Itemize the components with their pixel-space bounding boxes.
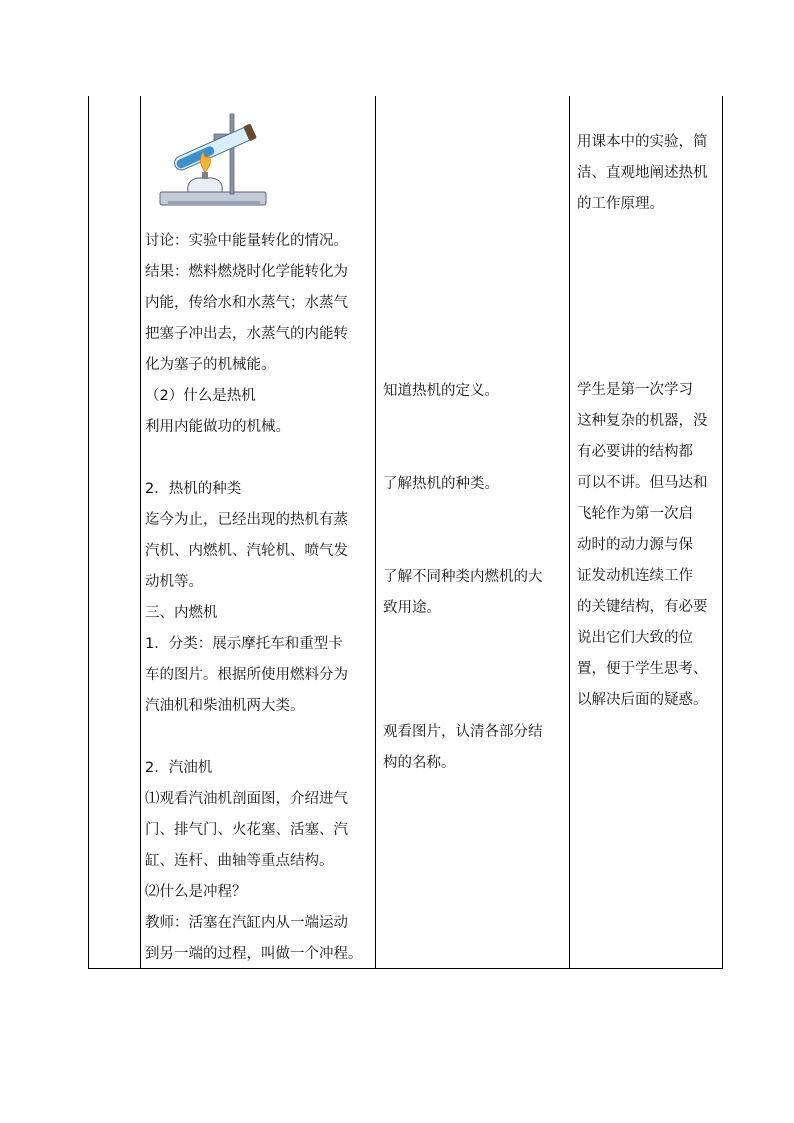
- table-divider-2: [375, 96, 376, 969]
- observe-line: 观看图片，认清各部分结: [383, 724, 543, 740]
- teaching-content-column: [145, 226, 373, 970]
- note-line: 可以不讲。但马达和: [577, 475, 708, 491]
- gasoline-engine-title: 2．汽油机: [145, 760, 213, 776]
- know-types: 了解热机的种类。: [383, 476, 499, 492]
- stroke-line: 到另一端的过程，叫做一个冲程。: [145, 946, 363, 962]
- note-line: 用课本中的实验，简: [577, 134, 708, 150]
- design-notes-column: [577, 127, 719, 716]
- result-line: 把塞子冲出去，水蒸气的内能转: [145, 326, 348, 342]
- classification-line: 1．分类：展示摩托车和重型卡: [145, 636, 343, 652]
- classification-line: 汽油机和柴油机两大类。: [145, 698, 305, 714]
- result-line: 结果：燃料燃烧时化学能转化为: [145, 264, 348, 280]
- discussion-line: 讨论：实验中能量转化的情况。: [145, 233, 348, 249]
- note-line: 学生是第一次学习: [577, 382, 693, 398]
- classification-line: 车的图片。根据所使用燃料分为: [145, 667, 348, 683]
- note-line: 这种复杂的机器，没: [577, 413, 708, 429]
- engine-types-line: 汽机、内燃机、汽轮机、喷气发: [145, 543, 348, 559]
- table-divider-3: [569, 96, 570, 969]
- engine-types-line: 动机等。: [145, 574, 203, 590]
- gasoline-engine-line: 缸、连杆、曲轴等重点结构。: [145, 853, 334, 869]
- note-line: 置，便于学生思考、: [577, 661, 708, 677]
- result-line: 内能，传给水和水蒸气；水蒸气: [145, 295, 348, 311]
- note-line: 洁、直观地阐述热机: [577, 165, 708, 181]
- note-line: 动时的动力源与保: [577, 537, 693, 553]
- note-line: 以解决后面的疑惑。: [577, 692, 708, 708]
- uses-line: 致用途。: [383, 600, 441, 616]
- engine-types-title: 2．热机的种类: [145, 481, 242, 497]
- stand-rod: [230, 114, 234, 194]
- note-line: 证发动机连续工作: [577, 568, 693, 584]
- student-activity-column: [383, 376, 567, 779]
- test-tube: [172, 123, 257, 173]
- table-border-right: [722, 96, 723, 969]
- uses-line: 了解不同种类内燃机的大: [383, 569, 543, 585]
- observe-line: 构的名称。: [383, 755, 456, 771]
- note-line: 的工作原理。: [577, 196, 664, 212]
- heat-engine-definition: 利用内能做功的机械。: [145, 419, 290, 435]
- engine-types-line: 迄今为止，已经出现的热机有蒸: [145, 512, 348, 528]
- result-line: 化为塞子的机械能。: [145, 357, 276, 373]
- section-title: 三、内燃机: [145, 605, 218, 621]
- table-divider-1: [140, 96, 141, 969]
- note-line: 飞轮作为第一次启: [577, 506, 693, 522]
- stroke-question: ⑵什么是冲程？: [145, 884, 247, 900]
- table-border-left: [88, 96, 89, 969]
- stand-base-shadow: [168, 201, 260, 205]
- know-definition: 知道热机的定义。: [383, 383, 499, 399]
- note-line: 的关键结构，有必要: [577, 599, 708, 615]
- note-line: 有必要讲的结构都: [577, 444, 693, 460]
- experiment-figure: [158, 108, 270, 208]
- gasoline-engine-line: ⑴观看汽油机剖面图，介绍进气: [145, 791, 348, 807]
- note-line: 说出它们大致的位: [577, 630, 693, 646]
- stroke-line: 教师：活塞在汽缸内从一端运动: [145, 915, 348, 931]
- gasoline-engine-line: 门、排气门、火花塞、活塞、汽: [145, 822, 348, 838]
- heat-engine-question: （2）什么是热机: [145, 388, 256, 404]
